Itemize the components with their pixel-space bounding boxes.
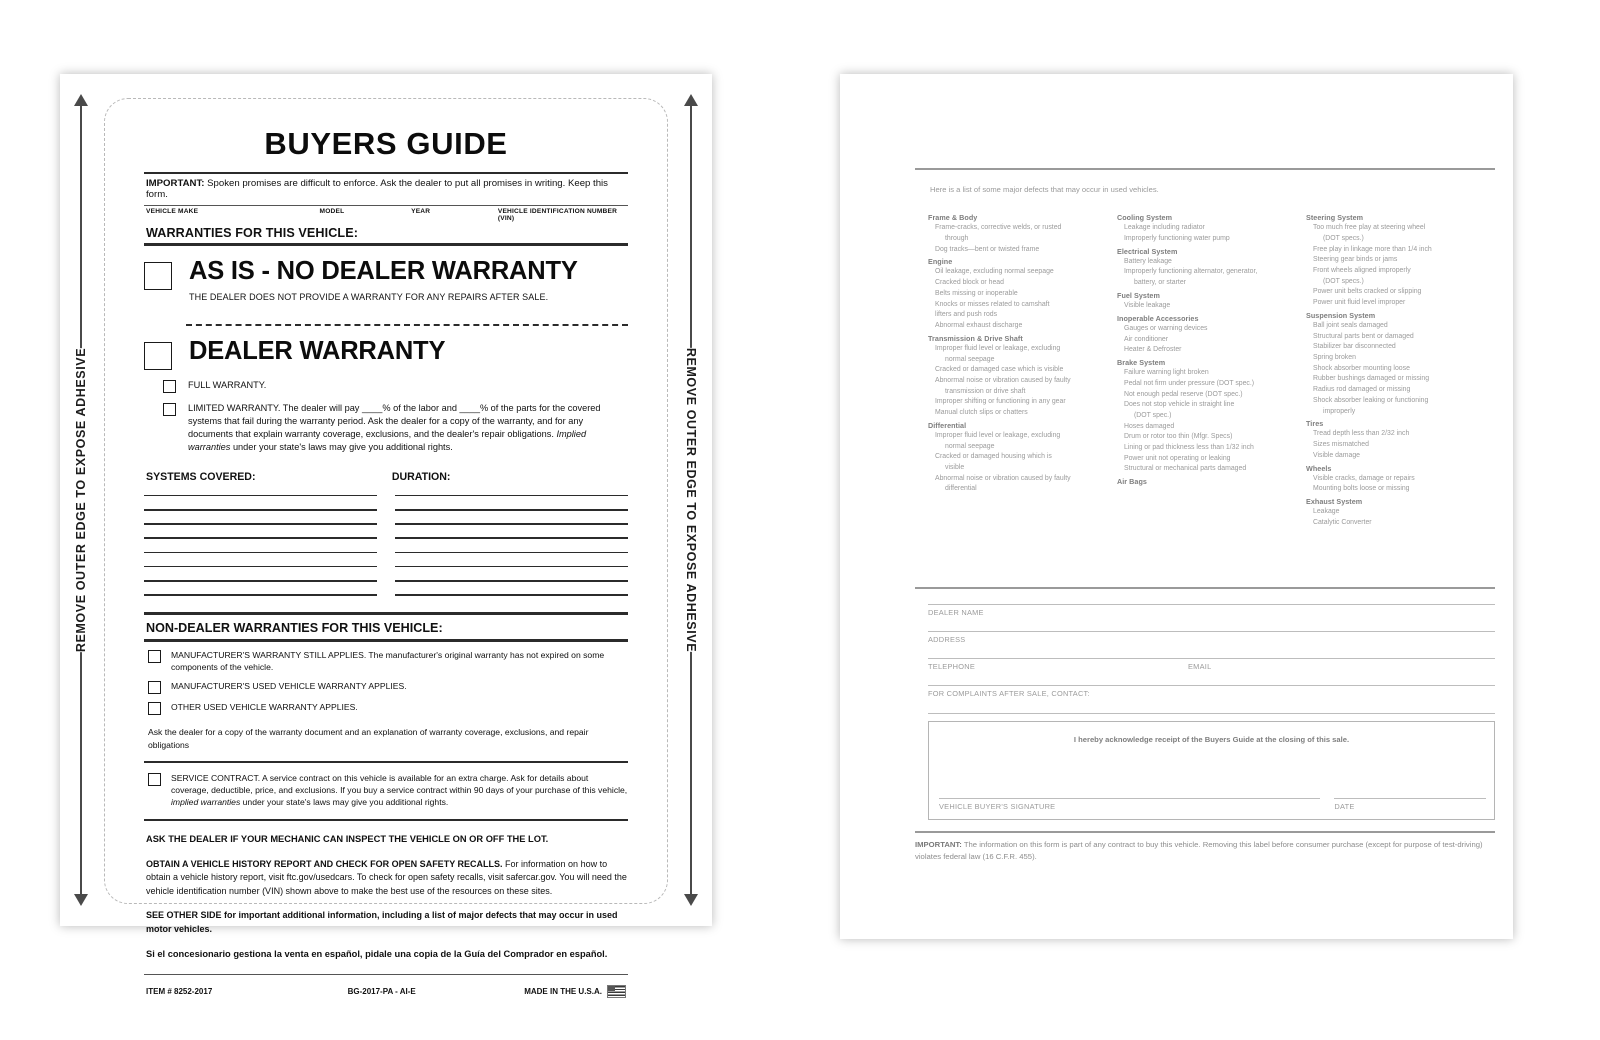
remove-outer-edge-label-right: REMOVE OUTER EDGE TO EXPOSE ADHESIVE	[678, 348, 704, 652]
non-dealer-warranty-checkbox[interactable]	[148, 702, 161, 715]
signature-date-label: DATE	[1334, 802, 1355, 811]
service-contract-checkbox[interactable]	[148, 773, 161, 786]
complaints-contact-field[interactable]	[928, 685, 1495, 698]
field-model: MODEL	[319, 208, 345, 215]
blank-write-line[interactable]	[144, 566, 377, 568]
back-important-notice	[915, 839, 1493, 863]
defect-item: transmission or drive shaft	[945, 387, 1026, 395]
mechanic-inspection-notice: ASK THE DEALER IF YOUR MECHANIC CAN INSPECT THE VEHICLE ON OR OFF THE LOT.	[146, 834, 549, 845]
defect-item: normal seepage	[945, 442, 995, 450]
defect-item: Steering gear binds or jams	[1313, 256, 1398, 264]
defect-item-list	[1306, 507, 1487, 528]
signature-date-field[interactable]	[1334, 798, 1486, 811]
item-number: ITEM # 8252-2017	[146, 986, 213, 996]
field-vehicle-make: VEHICLE MAKE	[146, 208, 199, 215]
defect-item: Power unit belts cracked or slipping	[1313, 288, 1422, 296]
address-label: ADDRESS	[928, 635, 966, 644]
defects-column	[928, 212, 1117, 530]
defect-item: Structural or mechanical parts damaged	[1124, 465, 1247, 473]
buyer-signature-label: VEHICLE BUYER'S SIGNATURE	[939, 802, 1056, 811]
defect-item: Heater & Defroster	[1124, 346, 1182, 354]
defect-group-title: Differential	[928, 420, 967, 430]
defect-group-title: Exhaust System	[1306, 497, 1363, 507]
arrow-down-icon	[74, 894, 88, 906]
vehicle-history-rest: For information on how to obtain a vehicle history report, visit ftc.gov/usedcars. To check for open safety recalls, visit safercar.gov. You will need the vehicle identification number (VIN) shown above to make the best use of the resources on these sites.	[146, 858, 627, 896]
see-other-side-rest: for important additional information, including a list of major defects that may occur in used motor vehicles.	[146, 910, 618, 934]
defect-item: Tread depth less than 2/32 inch	[1313, 430, 1410, 438]
defect-item-list	[1117, 324, 1298, 356]
defect-item-list	[1117, 301, 1298, 312]
defect-item: Shock absorber mounting loose	[1313, 364, 1410, 372]
coverage-column-headers	[144, 471, 628, 483]
arrow-up-icon	[74, 94, 88, 106]
as-is-checkbox[interactable]	[144, 262, 172, 290]
blank-write-line[interactable]	[144, 495, 377, 497]
form-code: BG-2017-PA - AI-E	[347, 986, 416, 996]
limited-warranty-tail: under your state's laws may give you additional rights.	[230, 441, 453, 452]
defect-item: Knocks or misses related to camshaft	[935, 300, 1050, 308]
limited-warranty-checkbox[interactable]	[163, 403, 176, 416]
service-contract-option[interactable]	[144, 772, 628, 808]
defect-item: Too much free play at steering wheel	[1313, 224, 1426, 232]
made-in-usa-label: MADE IN THE U.S.A.	[524, 986, 602, 996]
complaints-contact-label: FOR COMPLAINTS AFTER SALE, CONTACT:	[928, 689, 1090, 698]
defect-item: Stabilizer bar disconnected	[1313, 343, 1396, 351]
back-content	[840, 74, 1513, 939]
blank-write-line[interactable]	[395, 509, 628, 511]
defect-item-list	[928, 344, 1109, 419]
defect-item: Cracked block or head	[935, 279, 1004, 287]
telephone-label: TELEPHONE	[928, 662, 976, 671]
defect-group	[928, 333, 1109, 419]
limited-warranty-label: LIMITED WARRANTY.	[188, 402, 281, 413]
important-notice	[144, 174, 628, 205]
defect-item: Does not stop vehicle in straight line	[1124, 401, 1235, 409]
dealer-warranty-checkbox[interactable]	[144, 342, 172, 370]
service-contract-text-1: A service contract on this vehicle is available for an extra charge. Ask for details about coverage, deductible, price, and exclusions. If you buy a service contract within 90 days of your purchase of this vehicle,	[171, 773, 628, 796]
defect-group	[1117, 476, 1298, 487]
non-dealer-warranty-option[interactable]	[144, 701, 628, 715]
defect-item: through	[945, 234, 969, 242]
address-field[interactable]	[928, 631, 1495, 644]
defect-item: Frame-cracks, corrective welds, or rusted	[935, 224, 1062, 232]
defect-group	[1306, 310, 1487, 417]
defect-item: (DOT specs.)	[1323, 277, 1364, 285]
defect-group	[928, 256, 1109, 331]
coverage-blank-lines	[144, 495, 628, 609]
defect-item: Failure warning light broken	[1124, 369, 1209, 377]
defect-item-list	[1117, 368, 1298, 475]
buyer-signature-field[interactable]	[939, 798, 1320, 811]
defect-group-title: Inoperable Accessories	[1117, 313, 1199, 323]
defect-item: Air conditioner	[1124, 335, 1169, 343]
defect-item: Cracked or damaged case which is visible	[935, 366, 1064, 374]
non-dealer-warranty-label: MANUFACTURER'S WARRANTY STILL APPLIES. The manufacturer's original warranty has not expired on some components of the vehicle.	[171, 650, 605, 673]
page-title: BUYERS GUIDE	[264, 126, 508, 161]
defect-item: Visible damage	[1313, 451, 1360, 459]
non-dealer-warranty-checkbox[interactable]	[148, 650, 161, 663]
blank-write-line[interactable]	[395, 495, 628, 497]
blank-write-line[interactable]	[144, 537, 377, 539]
defect-item: Oil leakage, excluding normal seepage	[935, 268, 1054, 276]
divider	[144, 974, 628, 975]
defect-item-list	[1306, 474, 1487, 495]
divider	[915, 587, 1495, 589]
defect-item: visible	[945, 463, 965, 471]
divider	[915, 168, 1495, 170]
limited-warranty-option[interactable]	[144, 402, 628, 454]
defect-group	[1306, 496, 1487, 529]
defect-group-title: Fuel System	[1117, 290, 1160, 300]
us-flag-icon	[607, 985, 626, 998]
complaints-contact-line[interactable]	[928, 713, 1495, 714]
service-contract-label: SERVICE CONTRACT.	[171, 773, 261, 784]
defect-item: Power unit fluid level improper	[1313, 299, 1406, 307]
remove-outer-edge-label-left: REMOVE OUTER EDGE TO EXPOSE ADHESIVE	[68, 348, 94, 652]
defect-item: Structural parts bent or damaged	[1313, 332, 1414, 340]
service-contract-italic: implied warranties	[171, 797, 241, 808]
ask-dealer-copy-text: Ask the dealer for a copy of the warranty document and an explanation of warranty coverage, exclusions, and repair obligations	[148, 727, 589, 750]
defect-item-list	[1117, 257, 1298, 289]
see-other-side-notice	[144, 909, 628, 936]
defect-item: Cracked or damaged housing which is	[935, 453, 1052, 461]
defect-group-title: Cooling System	[1117, 213, 1173, 222]
non-dealer-heading: NON-DEALER WARRANTIES FOR THIS VEHICLE:	[146, 621, 443, 636]
defect-group-title: Steering System	[1306, 213, 1364, 222]
buyers-guide-front-page	[60, 74, 712, 996]
defect-item: normal seepage	[945, 355, 995, 363]
blank-write-line[interactable]	[144, 509, 377, 511]
defect-group	[1117, 290, 1298, 312]
defect-item: Improper fluid level or leakage, excluding	[935, 344, 1061, 352]
divider	[915, 831, 1495, 833]
non-dealer-warranty-option[interactable]	[144, 680, 628, 694]
defect-group	[1117, 357, 1298, 475]
systems-covered-lines[interactable]	[144, 495, 377, 609]
left-adhesive-rail	[68, 88, 94, 912]
defect-group-title: Brake System	[1117, 357, 1166, 367]
defect-item: Free play in linkage more than 1/4 inch	[1313, 245, 1432, 253]
acknowledgement-box	[928, 721, 1495, 820]
defect-item: Drum or rotor too thin (Mfgr. Specs)	[1124, 433, 1233, 441]
divider	[144, 819, 628, 821]
as-is-heading: AS IS - NO DEALER WARRANTY	[189, 257, 578, 285]
defects-column	[1306, 212, 1495, 530]
important-text: Spoken promises are difficult to enforce. Ask the dealer to put all promises in writing. Keep this form.	[146, 178, 608, 200]
defect-item: Abnormal noise or vibration caused by faulty	[935, 474, 1071, 482]
see-other-side-bold: SEE OTHER SIDE	[146, 910, 222, 921]
defect-item: improperly	[1323, 407, 1356, 415]
defect-item: Improperly functioning water pump	[1124, 234, 1230, 242]
duration-lines[interactable]	[395, 495, 628, 609]
systems-covered-label: SYSTEMS COVERED:	[146, 470, 256, 483]
blank-write-line[interactable]	[144, 523, 377, 525]
defect-item: Battery leakage	[1124, 257, 1172, 265]
acknowledgement-text: I hereby acknowledge receipt of the Buyers Guide at the closing of this sale.	[1073, 735, 1350, 744]
defect-item: Rubber bushings damaged or missing	[1313, 375, 1430, 383]
defect-group	[1306, 463, 1487, 496]
defect-item-list	[928, 431, 1109, 495]
defect-item: Improperly functioning alternator, generator,	[1124, 268, 1258, 276]
defect-item: Sizes mismatched	[1313, 441, 1369, 449]
limited-warranty-text: The dealer will pay ____% of the labor and ____% of the parts for the covered systems that fail during the warranty period. Ask the dealer for a copy of the warranty, and for any documents that explain warranty coverage, exclusions, and the dealer's repair obligations.	[188, 402, 601, 439]
right-adhesive-rail	[678, 88, 704, 912]
service-contract-text-2: under your state's laws may give you additional rights.	[240, 797, 449, 808]
blank-write-line[interactable]	[395, 594, 628, 596]
defect-item: Leakage including radiator	[1124, 224, 1205, 232]
divider	[144, 761, 628, 763]
warranties-heading: WARRANTIES FOR THIS VEHICLE:	[146, 226, 358, 240]
defect-group-title: Tires	[1306, 419, 1324, 429]
defect-item: Abnormal noise or vibration caused by faulty	[935, 376, 1071, 384]
divider	[144, 243, 628, 246]
dealer-warranty-heading: DEALER WARRANTY	[189, 336, 446, 365]
full-warranty-label: FULL WARRANTY.	[188, 379, 267, 390]
defect-item: Gauges or warning devices	[1124, 324, 1208, 332]
blank-write-line[interactable]	[395, 552, 628, 554]
defect-item: Lining or pad thickness less than 1/32 inch	[1124, 444, 1254, 452]
vehicle-history-notice	[144, 858, 628, 899]
non-dealer-warranty-checkbox[interactable]	[148, 681, 161, 694]
blank-write-line[interactable]	[395, 566, 628, 568]
defect-group	[1117, 313, 1298, 356]
spanish-notice: Si el concesionario gestiona la venta en español, pidale una copia de la Guía del Comprador en español.	[146, 949, 608, 960]
vehicle-history-bold: OBTAIN A VEHICLE HISTORY REPORT AND CHECK FOR OPEN SAFETY RECALLS.	[146, 858, 503, 869]
important-label: IMPORTANT:	[146, 178, 205, 189]
front-content	[144, 120, 628, 996]
front-footer	[144, 985, 628, 998]
defect-group-title: Engine	[928, 257, 953, 267]
vehicle-field-headers	[144, 206, 628, 223]
defect-item: (DOT specs.)	[1323, 234, 1364, 242]
defect-item: Leakage	[1313, 508, 1340, 516]
defect-group	[1306, 418, 1487, 461]
field-vin: VEHICLE IDENTIFICATION NUMBER (VIN)	[497, 208, 618, 222]
defect-item: Spring broken	[1313, 354, 1356, 362]
defect-group	[928, 212, 1109, 255]
defect-item: Belts missing or inoperable	[935, 289, 1018, 297]
non-dealer-list	[144, 649, 628, 715]
arrow-down-icon	[684, 894, 698, 906]
full-warranty-checkbox[interactable]	[163, 380, 176, 393]
defect-item: Shock absorber leaking or functioning	[1313, 396, 1429, 404]
dealer-name-field[interactable]	[928, 604, 1495, 617]
buyers-guide-back-page	[840, 74, 1513, 939]
blank-write-line[interactable]	[395, 523, 628, 525]
defect-item: Radius rod damaged or missing	[1313, 386, 1411, 394]
arrow-up-icon	[684, 94, 698, 106]
defects-column	[1117, 212, 1306, 530]
blank-write-line[interactable]	[144, 594, 377, 596]
defect-item: lifters and push rods	[935, 311, 998, 319]
defect-item-list	[928, 223, 1109, 255]
defect-item: Visible cracks, damage or repairs	[1313, 474, 1415, 482]
defect-item: Power unit not operating or leaking	[1124, 454, 1231, 462]
defect-item: Catalytic Converter	[1313, 518, 1372, 526]
email-field[interactable]	[1188, 658, 1495, 671]
blank-write-line[interactable]	[144, 552, 377, 554]
defect-item: Improper shifting or functioning in any gear	[935, 398, 1066, 406]
defect-group	[1117, 246, 1298, 289]
defect-item: Front wheels aligned improperly	[1313, 266, 1411, 274]
dealer-warranty-option[interactable]	[144, 336, 628, 370]
defect-group-title: Frame & Body	[928, 213, 978, 222]
defect-group-title: Air Bags	[1117, 477, 1147, 487]
blank-write-line[interactable]	[395, 537, 628, 539]
defect-group-title: Suspension System	[1306, 310, 1376, 320]
defect-group	[1117, 212, 1298, 245]
defect-item: Not enough pedal reserve (DOT spec.)	[1124, 390, 1243, 398]
defect-group	[928, 420, 1109, 495]
defect-group-title: Transmission & Drive Shaft	[928, 333, 1023, 343]
blank-write-line[interactable]	[144, 580, 377, 582]
duration-label: DURATION:	[391, 470, 451, 483]
defect-item-list	[1306, 429, 1487, 461]
major-defects-list	[928, 212, 1495, 530]
divider	[144, 639, 628, 642]
blank-write-line[interactable]	[395, 580, 628, 582]
email-label: EMAIL	[1188, 662, 1212, 671]
defect-item: Improper fluid level or leakage, excluding	[935, 431, 1061, 439]
defect-item: Manual clutch slips or chatters	[935, 409, 1028, 417]
non-dealer-warranty-option[interactable]	[144, 649, 628, 673]
defect-item: Abnormal exhaust discharge	[935, 321, 1023, 329]
defect-item: Hoses damaged	[1124, 422, 1175, 430]
full-warranty-option[interactable]	[144, 379, 628, 393]
non-dealer-warranty-label: MANUFACTURER'S USED VEHICLE WARRANTY APPLIES.	[171, 681, 407, 692]
defect-group-title: Electrical System	[1117, 246, 1178, 256]
defect-item-list	[1306, 321, 1487, 417]
defect-item-list	[1306, 223, 1487, 309]
defect-item: Dog tracks—bent or twisted frame	[935, 245, 1040, 253]
as-is-option[interactable]	[144, 259, 628, 302]
defect-item: Pedal not firm under pressure (DOT spec.)	[1124, 379, 1255, 387]
defect-item: Visible leakage	[1124, 301, 1171, 309]
as-is-subtext: THE DEALER DOES NOT PROVIDE A WARRANTY FOR ANY REPAIRS AFTER SALE.	[189, 291, 549, 302]
defect-item: Mounting bolts loose or missing	[1313, 485, 1410, 493]
back-important-label: IMPORTANT:	[915, 840, 962, 849]
dashed-divider	[186, 324, 628, 326]
defect-item: battery, or starter	[1134, 279, 1186, 287]
defect-item: (DOT spec.)	[1134, 411, 1172, 419]
defect-group	[1306, 212, 1487, 309]
defect-item-list	[1117, 223, 1298, 244]
defect-item-list	[928, 267, 1109, 331]
defects-intro: Here is a list of some major defects that may occur in used vehicles.	[930, 185, 1159, 194]
non-dealer-warranty-label: OTHER USED VEHICLE WARRANTY APPLIES.	[171, 702, 358, 713]
field-year: YEAR	[411, 208, 431, 215]
limited-warranty-italic: Implied warranties	[188, 428, 587, 452]
defect-group-title: Wheels	[1306, 463, 1332, 473]
defect-item: Ball joint seals damaged	[1313, 321, 1388, 329]
back-important-text: The information on this form is part of any contract to buy this vehicle. Removing this label before consumer purchase (except for purpose of test-driving) violates federal law (16 C.F.R. 455).	[915, 840, 1483, 861]
dealer-name-label: DEALER NAME	[928, 608, 984, 617]
telephone-field[interactable]	[928, 658, 1188, 671]
defect-item: differential	[945, 485, 977, 493]
